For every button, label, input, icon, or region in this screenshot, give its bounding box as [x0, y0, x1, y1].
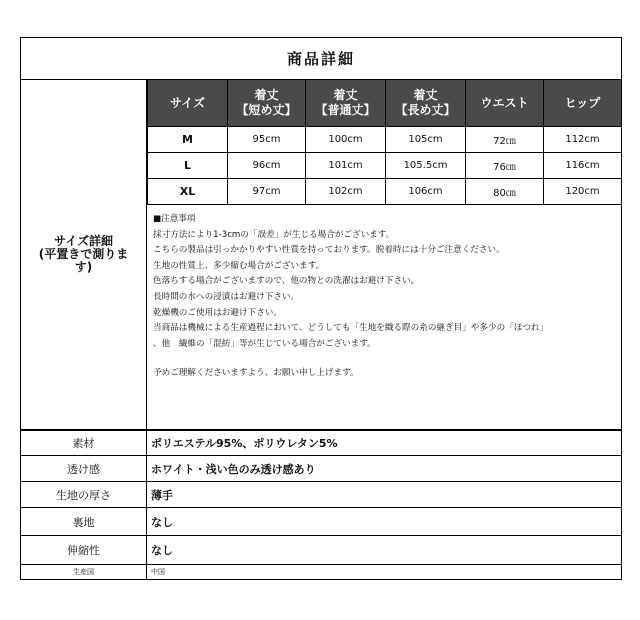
detail-key: 生地の厚さ	[21, 482, 147, 507]
size-table-header	[148, 80, 622, 127]
length-normal-cell: 102cm	[306, 179, 386, 205]
page-title: 商品詳細	[21, 38, 621, 80]
length-long-cell: 105cm	[386, 127, 466, 153]
hip-cell: 120cm	[544, 179, 622, 205]
header-waist: ウエスト	[466, 80, 544, 127]
length-long-cell: 105.5cm	[386, 153, 466, 179]
header-length-normal: 着丈 【普通丈】	[306, 80, 386, 127]
length-short-cell: 97cm	[228, 179, 306, 205]
product-detail-sheet	[20, 37, 622, 580]
table-row	[148, 127, 622, 153]
waist-cell: 80㎝	[466, 179, 544, 205]
detail-row-thickness	[21, 482, 621, 508]
header-size: サイズ	[148, 80, 228, 127]
detail-row-transparency	[21, 456, 621, 482]
detail-key: 素材	[21, 431, 147, 455]
length-short-cell: 96cm	[228, 153, 306, 179]
detail-row-lining	[21, 508, 621, 536]
note-line: 乾燥機のご使用はお避け下さい。	[153, 307, 282, 318]
note-line: 、他 繊維の「混紡」等が生じている場合がございます。	[153, 338, 376, 349]
detail-row-stretch	[21, 536, 621, 565]
hip-cell: 116cm	[544, 153, 622, 179]
detail-key: 透け感	[21, 456, 147, 481]
note-line: 色落ちする場合がございますので、他の物との洗濯はお避け下さい。	[153, 276, 420, 287]
size-cell: M	[148, 127, 228, 153]
length-normal-cell: 100cm	[306, 127, 386, 153]
note-line: 長時間の水への浸漬はお避け下さい。	[153, 291, 300, 302]
note-spacer	[153, 352, 615, 366]
notes-heading: ■注意事項	[153, 214, 196, 224]
waist-cell: 72㎝	[466, 127, 544, 153]
size-cell: XL	[148, 179, 228, 205]
note-closing: 予めご理解くださいますよう、お願い申し上げます。	[153, 368, 359, 379]
detail-value: 薄手	[151, 488, 173, 502]
size-section	[21, 79, 621, 431]
header-length-long: 着丈 【長め丈】	[386, 80, 466, 127]
size-label-line2: (平置きで測りま	[38, 246, 129, 261]
note-line: 生地の性質上、多少縮む場合がございます。	[153, 260, 325, 271]
size-label-line1: サイズ詳細	[53, 233, 114, 248]
hip-cell: 112cm	[544, 127, 622, 153]
length-normal-cell: 101cm	[306, 153, 386, 179]
detail-value: なし	[151, 515, 173, 529]
table-row	[148, 179, 622, 205]
detail-value: なし	[151, 544, 173, 557]
detail-row-origin	[21, 565, 621, 579]
length-short-cell: 95cm	[228, 127, 306, 153]
detail-value: ポリエステル95%、ポリウレタン5%	[151, 437, 338, 450]
care-notes	[147, 202, 621, 429]
header-length-short: 着丈 【短め丈】	[228, 80, 306, 127]
size-table	[147, 79, 622, 205]
header-hip: ヒップ	[544, 80, 622, 127]
detail-key: 生産国	[21, 565, 147, 579]
waist-cell: 76㎝	[466, 153, 544, 179]
detail-row-material	[21, 431, 621, 456]
note-line: 採寸方法により1-3cmの「誤差」が生じる場合がございます。	[153, 229, 395, 240]
length-long-cell: 106cm	[386, 179, 466, 205]
size-cell: L	[148, 153, 228, 179]
size-section-label	[21, 79, 147, 429]
size-label-line3: す)	[74, 259, 93, 274]
note-line: こちらの製品は引っかかりやすい性質を持っております。脱着時には十分ご注意ください。	[153, 245, 505, 256]
detail-key: 伸縮性	[21, 536, 147, 564]
detail-value: ホワイト・浅い色のみ透け感あり	[151, 462, 316, 476]
table-row	[148, 153, 622, 179]
note-line: 当商品は機械による生産過程において、どうしても「生地を織る際の糸の継ぎ目」や多少の「ほつれ」	[153, 323, 549, 334]
detail-value: 中国	[151, 568, 165, 576]
detail-key: 裏地	[21, 508, 147, 535]
